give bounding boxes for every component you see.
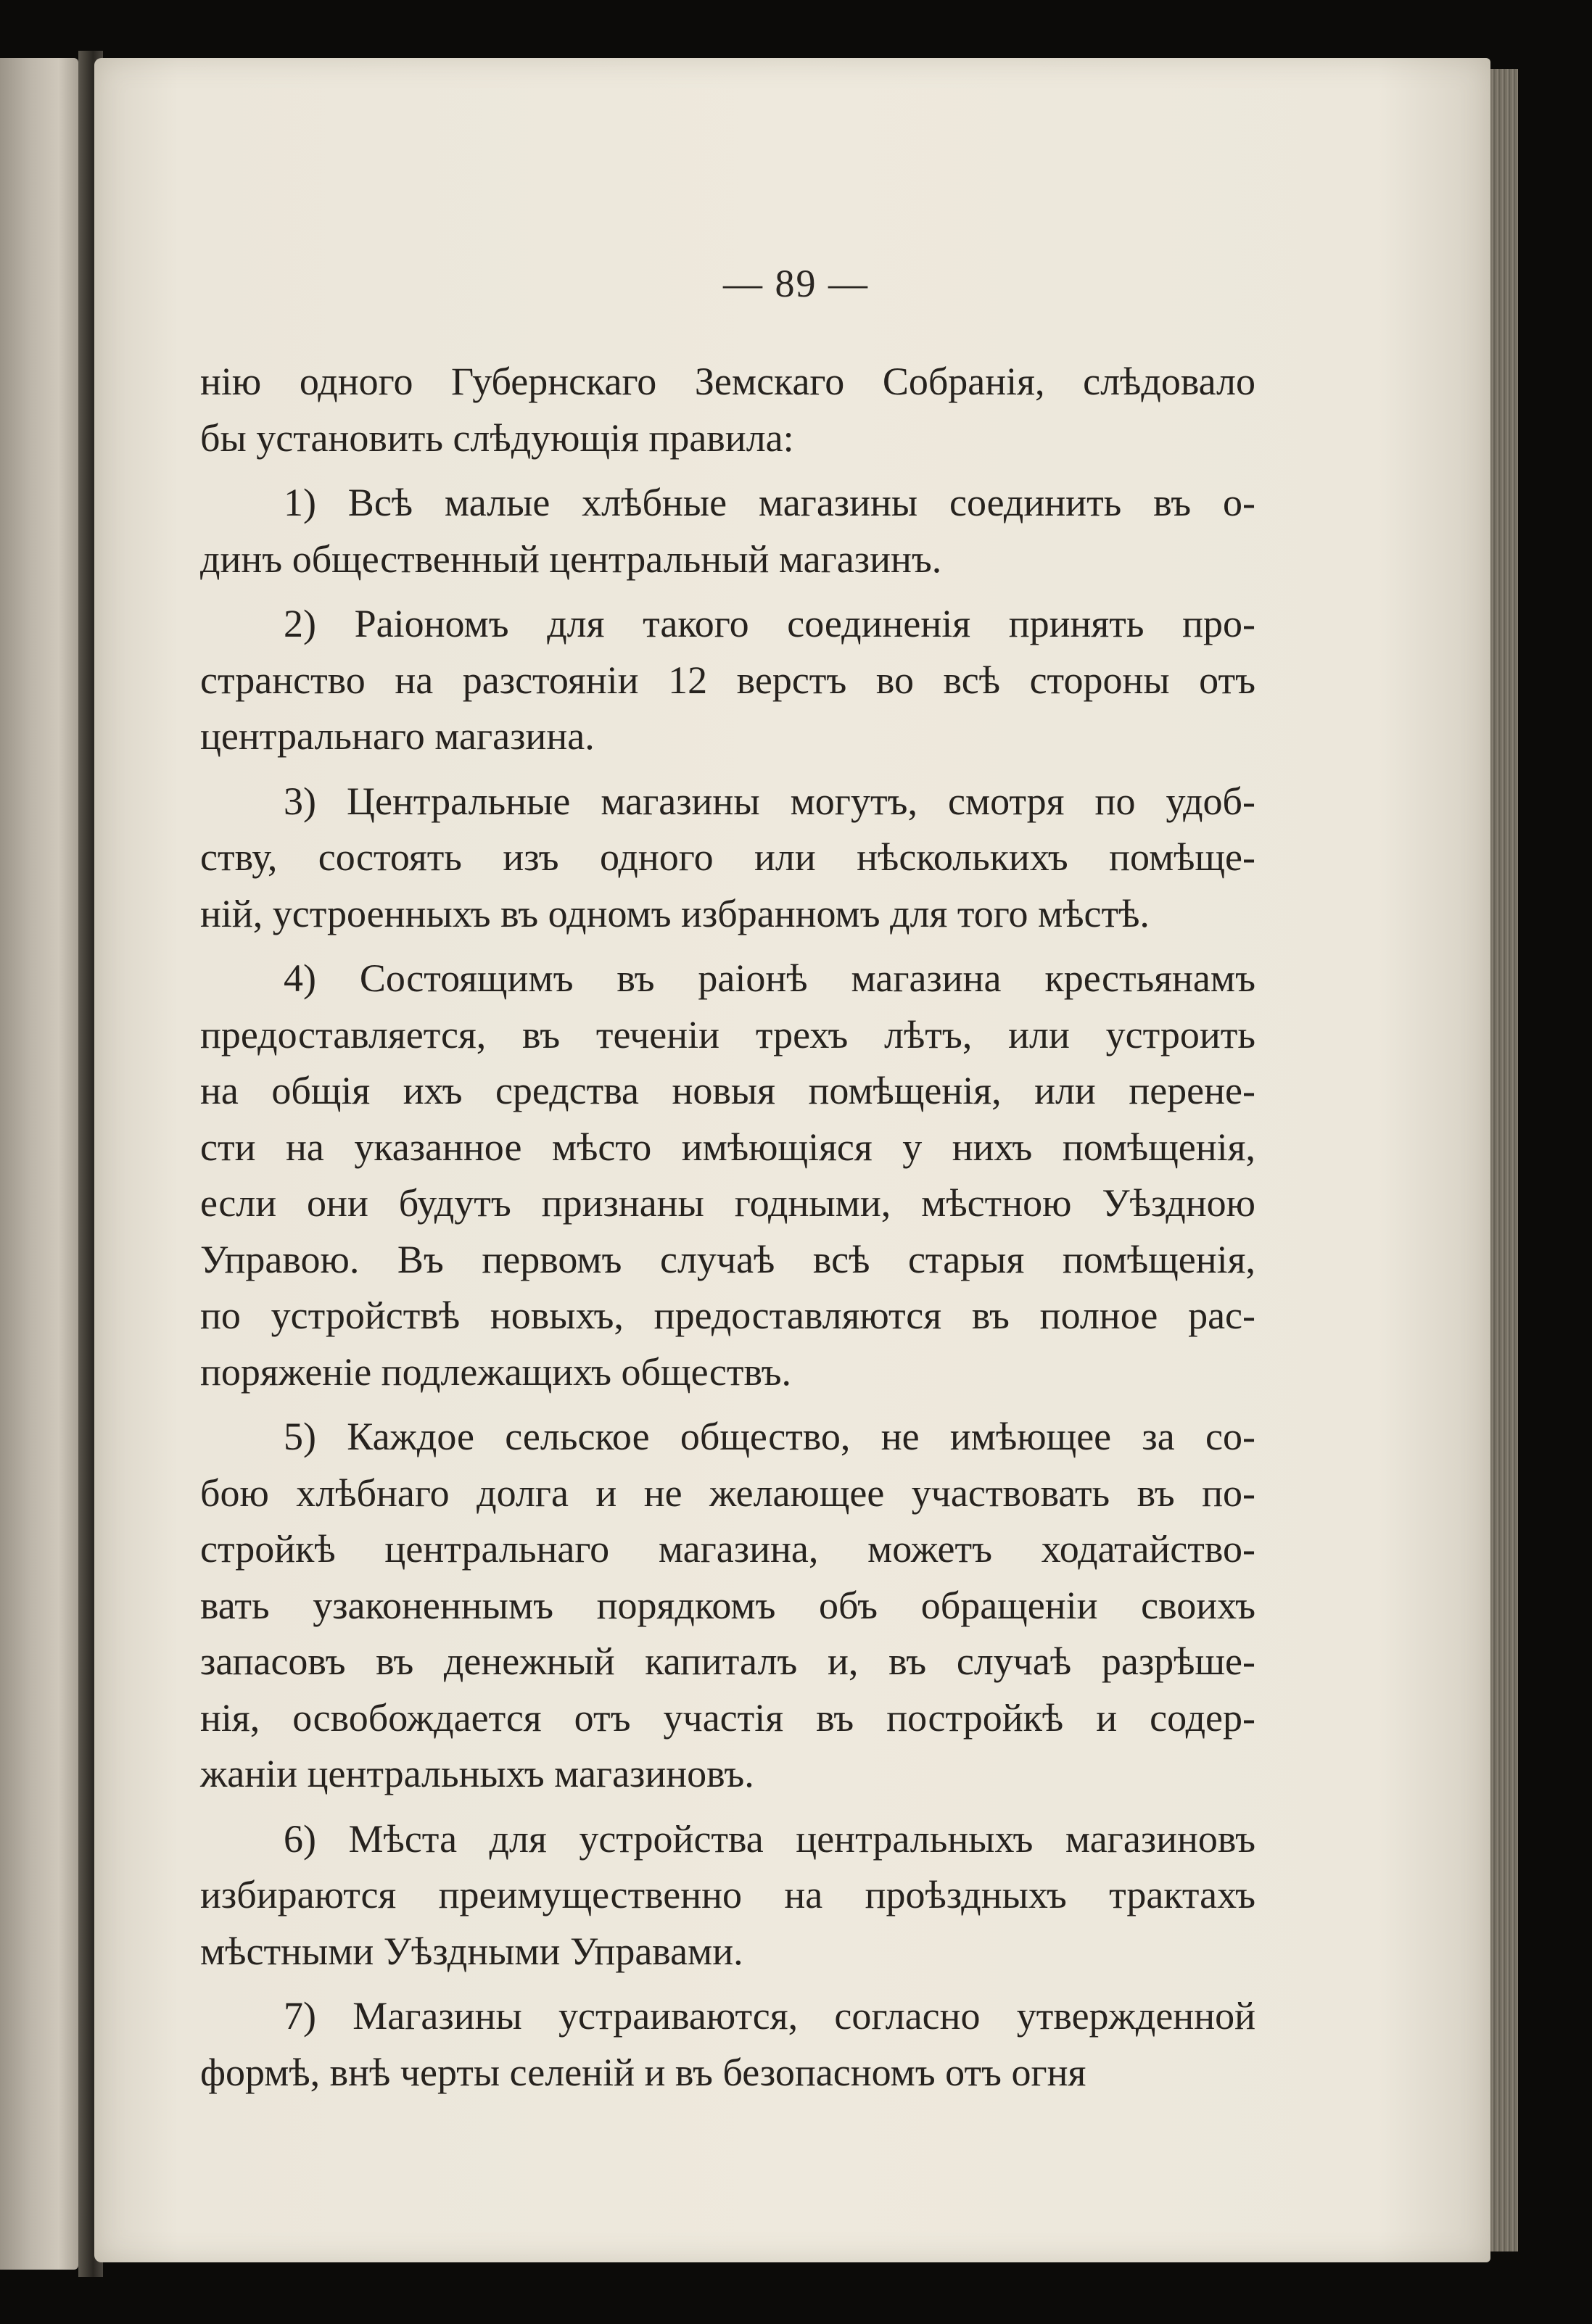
text-line: бы установить слѣдующія правила: [200, 415, 794, 460]
body-text [200, 354, 1255, 2101]
facing-page-edge [0, 58, 78, 2270]
text-line: нія, освобождается отъ участія въ постройкѣ и содер- [200, 1695, 1255, 1740]
text-line: сти на указанное мѣсто имѣющіяся у нихъ помѣщенія, [200, 1125, 1255, 1169]
paragraph [200, 951, 1255, 1400]
paragraph [200, 1409, 1255, 1803]
page-stack-edge [1490, 69, 1518, 2251]
paragraph [200, 1988, 1255, 2101]
paragraph [200, 596, 1255, 765]
text-line: жаніи центральныхъ магазиновъ. [200, 1752, 754, 1795]
text-line: запасовъ въ денежный капиталъ и, въ случаѣ разрѣше- [200, 1639, 1255, 1683]
text-line: 7) Магазины устраиваются, согласно утвержденной [284, 1994, 1255, 2038]
text-line: 3) Центральные магазины могутъ, смотря по удоб- [284, 779, 1255, 823]
text-line: предоставляется, въ теченіи трехъ лѣтъ, или устроить [200, 1012, 1255, 1056]
text-line: мѣстными Уѣздными Управами. [200, 1929, 743, 1973]
text-line: 6) Мѣста для устройства центральныхъ магазиновъ [284, 1816, 1255, 1861]
text-line: 4) Состоящимъ въ раіонѣ магазина крестьянамъ [284, 956, 1255, 1000]
text-line: вать узаконеннымъ порядкомъ объ обращеніи своихъ [200, 1583, 1255, 1627]
text-line: стройкѣ центральнаго магазина, можетъ ходатайство- [200, 1527, 1255, 1571]
text-line: если они будутъ признаны годными, мѣстною Уѣздною [200, 1181, 1255, 1225]
paragraph [200, 354, 1255, 466]
paragraph [200, 1811, 1255, 1980]
text-line: бою хлѣбнаго долга и не желающее участвовать въ по- [200, 1471, 1255, 1515]
paragraph [200, 475, 1255, 587]
text-line: ній, устроенныхъ въ одномъ избранномъ для того мѣстѣ. [200, 891, 1150, 935]
text-line: по устройствѣ новыхъ, предоставляются въ полное рас- [200, 1294, 1255, 1337]
text-line: 2) Раіономъ для такого соединенія принять про- [284, 602, 1255, 645]
text-line: ству, состоять изъ одного или нѣсколькихъ помѣще- [200, 835, 1255, 879]
paragraph [200, 774, 1255, 943]
text-line: центральнаго магазина. [200, 714, 595, 758]
text-line: поряженіе подлежащихъ обществъ. [200, 1349, 792, 1394]
text-line: на общія ихъ средства новыя помѣщенія, или перене- [200, 1069, 1255, 1112]
page-number: — 89 — [723, 262, 869, 305]
text-line: формѣ, внѣ черты селеній и въ безопасномъ отъ огня [200, 2050, 1086, 2094]
text-line: 1) Всѣ малые хлѣбные магазины соединить въ о- [284, 481, 1255, 524]
text-line: избираются преимущественно на проѣздныхъ трактахъ [200, 1873, 1255, 1916]
text-line: 5) Каждое сельское общество, не имѣющее за со- [284, 1415, 1255, 1458]
text-line: динъ общественный центральный магазинъ. [200, 537, 942, 581]
text-line: странство на разстояніи 12 верстъ во всѣ стороны отъ [200, 658, 1255, 702]
text-line: Управою. Въ первомъ случаѣ всѣ старыя помѣщенія, [200, 1237, 1255, 1281]
text-line: нію одного Губернскаго Земскаго Собранія, слѣдовало [200, 360, 1255, 403]
